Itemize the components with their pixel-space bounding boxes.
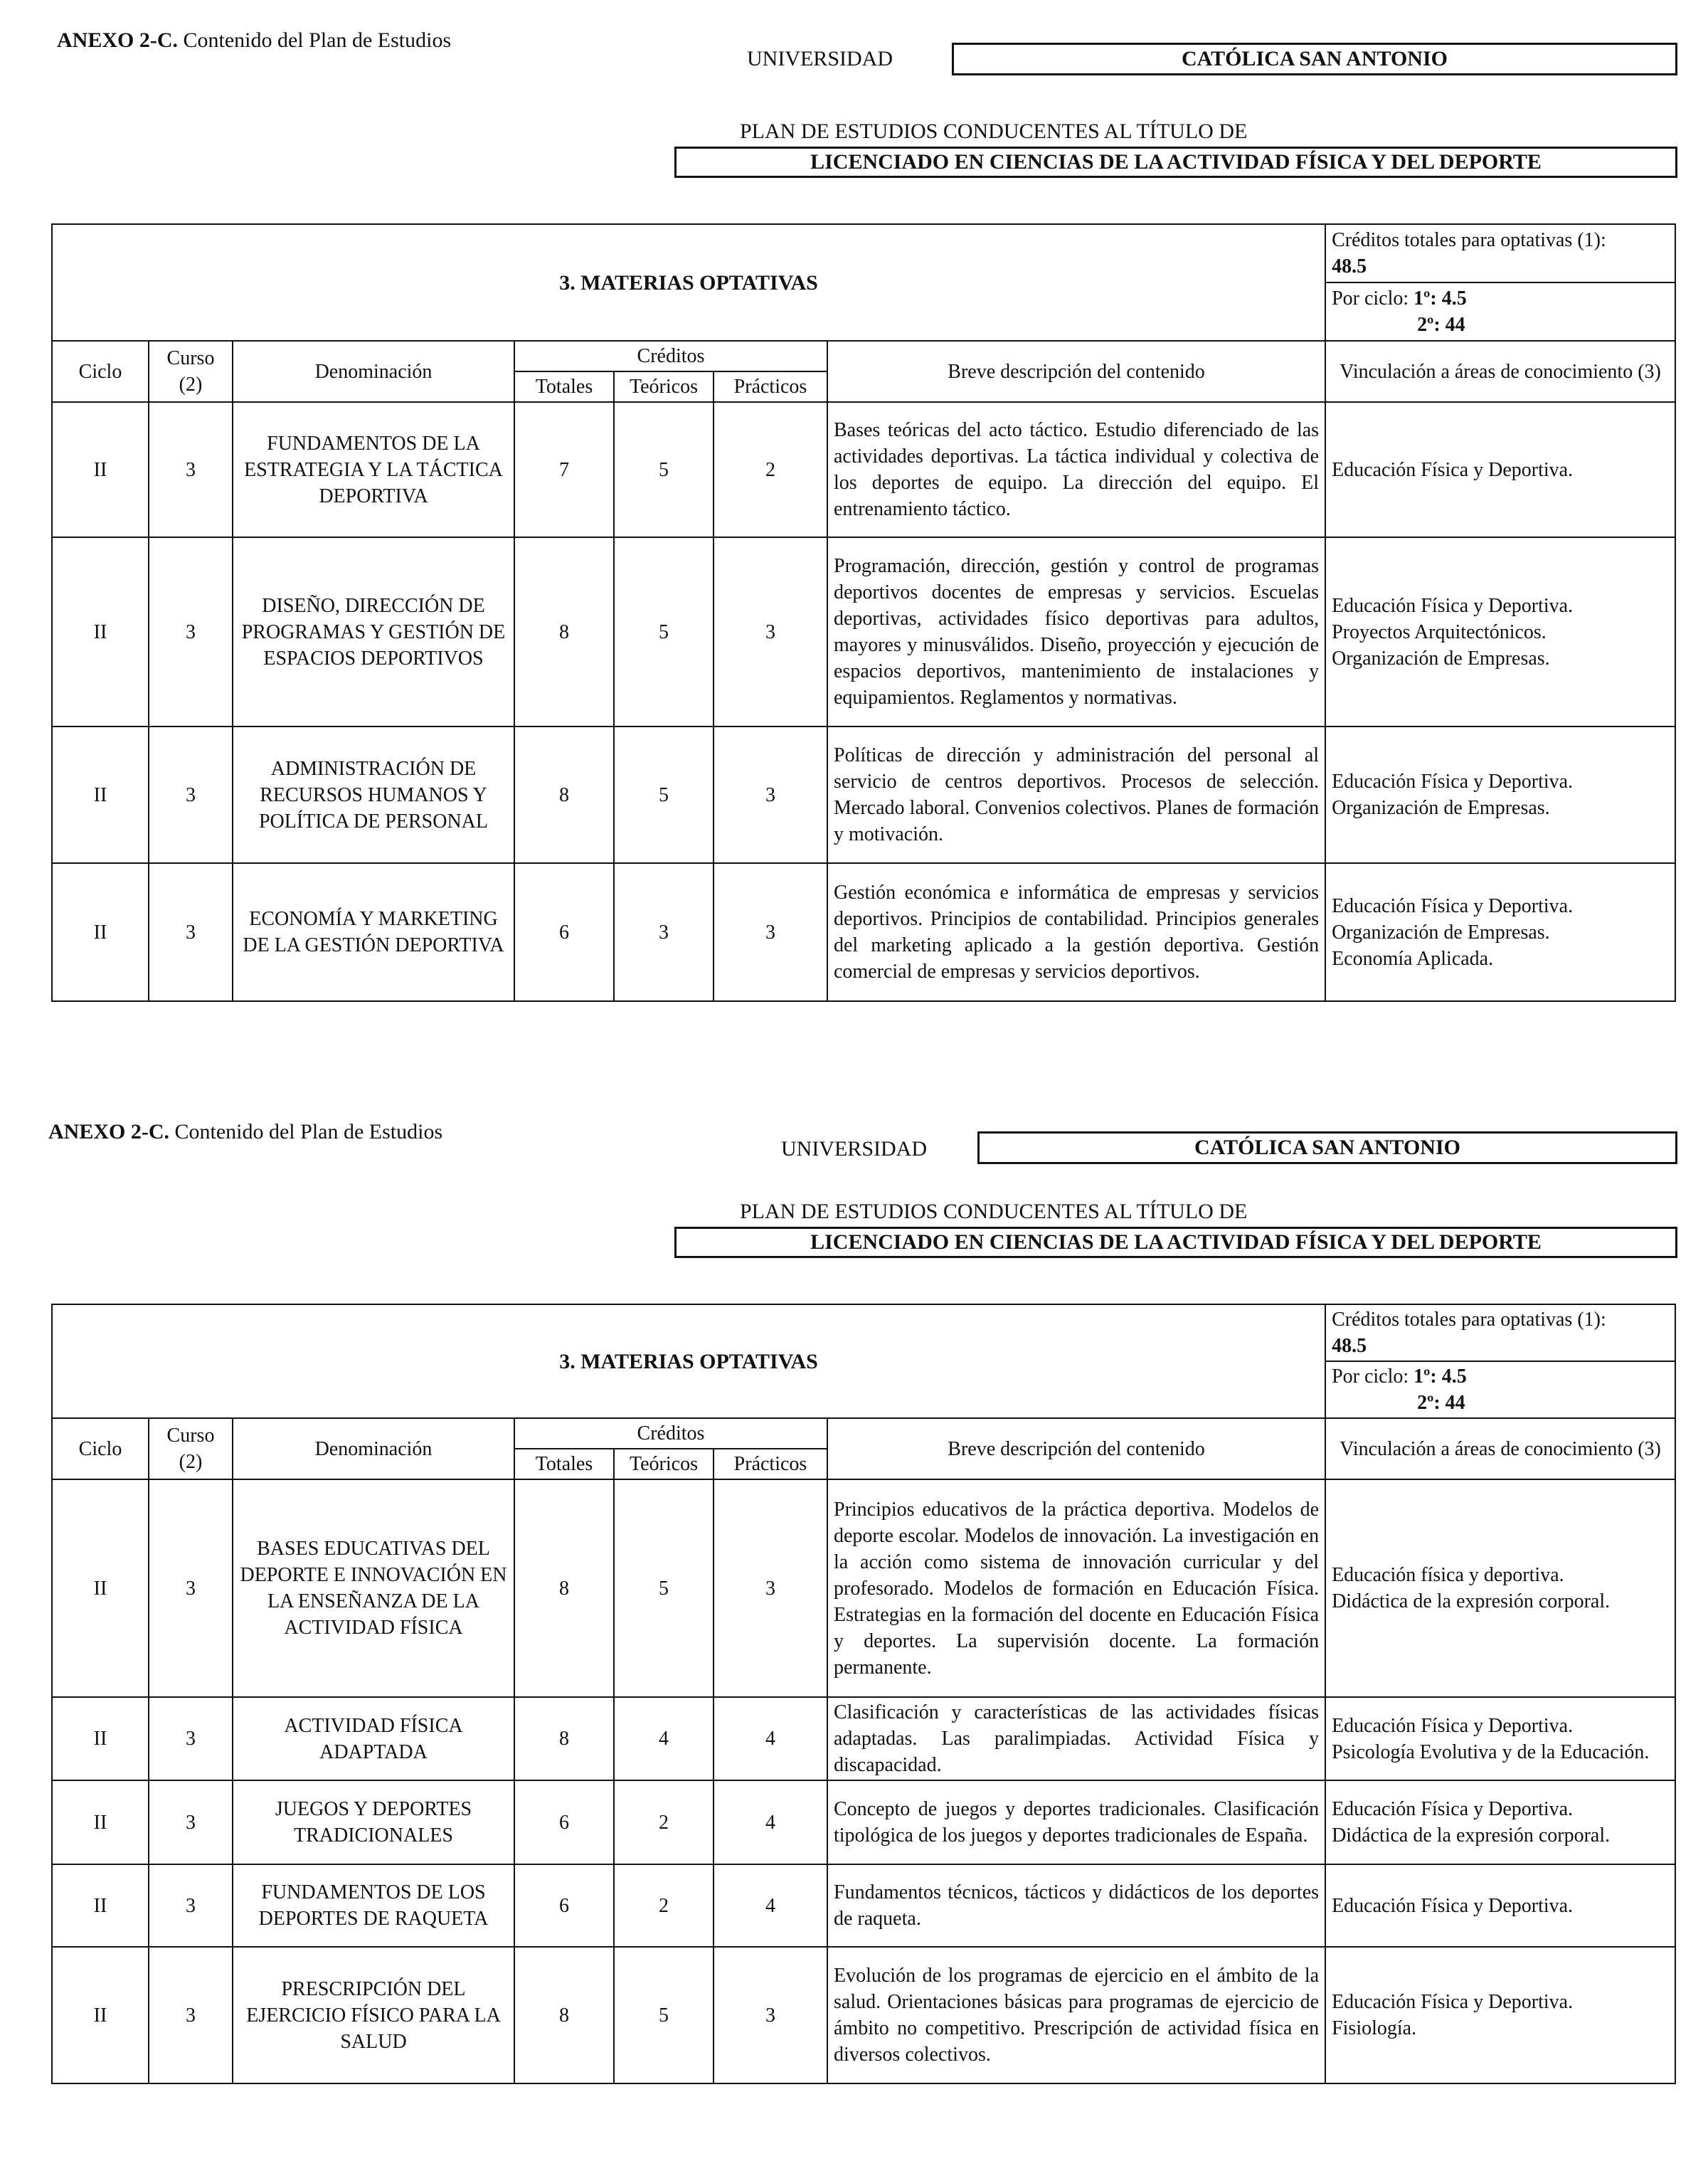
curso-cell: 3 bbox=[149, 537, 233, 727]
area-item: Organización de Empresas. bbox=[1332, 921, 1550, 944]
cycle-2-credits: 2º: 44 bbox=[1417, 1392, 1465, 1414]
per-cycle-label: Por ciclo: bbox=[1332, 287, 1414, 310]
denominacion-cell: BASES EDUCATIVAS DEL DEPORTE E INNOVACIÓN EN LA ENSEÑANZA DE LA ACTIVIDAD FÍSICA bbox=[233, 1479, 514, 1697]
area-item: Economía Aplicada. bbox=[1332, 947, 1494, 970]
area-item: Organización de Empresas. bbox=[1332, 647, 1550, 670]
ciclo-cell: II bbox=[52, 727, 149, 863]
area-item: Organización de Empresas. bbox=[1332, 797, 1550, 819]
page-sheet-2 bbox=[0, 1087, 1708, 2155]
descripcion-cell: Políticas de dirección y administración del personal al servicio de centros deportivos. Procesos de selección. Mercado laboral. Convenios colectivos. Planes de formación y motivación. bbox=[827, 727, 1325, 863]
ciclo-cell: II bbox=[52, 1947, 149, 2083]
ciclo-cell: II bbox=[52, 1780, 149, 1864]
vinculacion-cell bbox=[1325, 727, 1675, 863]
header-ciclo: Ciclo bbox=[52, 1418, 149, 1479]
header-curso: Curso (2) bbox=[149, 1418, 233, 1479]
vinculacion-cell bbox=[1325, 1697, 1675, 1780]
header-teoricos: Teóricos bbox=[614, 371, 714, 402]
denominacion-cell: FUNDAMENTOS DE LOS DEPORTES DE RAQUETA bbox=[233, 1864, 514, 1947]
optional-subjects-table bbox=[51, 223, 1676, 1002]
annex-header bbox=[57, 28, 451, 53]
descripcion-cell: Concepto de juegos y deportes tradicionales. Clasificación tipológica de los juegos y deportes tradicionales de España. bbox=[827, 1780, 1325, 1864]
practicos-cell: 4 bbox=[714, 1697, 827, 1780]
section-title: 3. MATERIAS OPTATIVAS bbox=[52, 1304, 1325, 1418]
teoricos-cell: 5 bbox=[614, 402, 714, 537]
header-curso: Curso (2) bbox=[149, 341, 233, 402]
area-item: Educación Física y Deportiva. bbox=[1332, 458, 1574, 481]
area-item: Educación Física y Deportiva. bbox=[1332, 594, 1574, 617]
area-item: Didáctica de la expresión corporal. bbox=[1332, 1590, 1611, 1612]
total-credits-label: Créditos totales para optativas (1): bbox=[1332, 229, 1606, 251]
page-sheet-1 bbox=[0, 0, 1708, 1067]
header-totales: Totales bbox=[514, 371, 614, 402]
ciclo-cell: II bbox=[52, 863, 149, 1001]
table-row bbox=[52, 1947, 1675, 2083]
area-item: Proyectos Arquitectónicos. bbox=[1332, 620, 1547, 643]
ciclo-cell: II bbox=[52, 1864, 149, 1947]
teoricos-cell: 5 bbox=[614, 727, 714, 863]
header-practicos: Prácticos bbox=[714, 371, 827, 402]
teoricos-cell: 5 bbox=[614, 1947, 714, 2083]
denominacion-cell: ECONOMÍA Y MARKETING DE LA GESTIÓN DEPORTIVA bbox=[233, 863, 514, 1001]
vinculacion-cell bbox=[1325, 863, 1675, 1001]
descripcion-cell: Fundamentos técnicos, tácticos y didácticos de los deportes de raqueta. bbox=[827, 1864, 1325, 1947]
cycle-2-credits: 2º: 44 bbox=[1417, 314, 1465, 336]
header-totales: Totales bbox=[514, 1449, 614, 1479]
total-credits-cell bbox=[1325, 224, 1675, 282]
section-title: 3. MATERIAS OPTATIVAS bbox=[52, 224, 1325, 341]
cycle-1-credits: 1º: 4.5 bbox=[1413, 1365, 1467, 1388]
area-item: Educación física y deportiva. bbox=[1332, 1564, 1564, 1586]
annex-text: Contenido del Plan de Estudios bbox=[178, 28, 452, 52]
curso-cell: 3 bbox=[149, 1479, 233, 1697]
plan-text: PLAN DE ESTUDIOS CONDUCENTES AL TÍTULO DE bbox=[740, 1200, 1248, 1223]
plan-text: PLAN DE ESTUDIOS CONDUCENTES AL TÍTULO DE bbox=[740, 120, 1248, 143]
header-ciclo: Ciclo bbox=[52, 341, 149, 402]
total-credits-cell bbox=[1325, 1304, 1675, 1361]
totales-cell: 6 bbox=[514, 863, 614, 1001]
header-descripcion: Breve descripción del contenido bbox=[827, 1418, 1325, 1479]
area-item: Fisiología. bbox=[1332, 2017, 1417, 2039]
teoricos-cell: 2 bbox=[614, 1780, 714, 1864]
header-practicos: Prácticos bbox=[714, 1449, 827, 1479]
area-item: Educación Física y Deportiva. bbox=[1332, 1894, 1574, 1917]
vinculacion-cell bbox=[1325, 1864, 1675, 1947]
degree-title: LICENCIADO EN CIENCIAS DE LA ACTIVIDAD FÍSICA Y DEL DEPORTE bbox=[674, 147, 1677, 178]
ciclo-cell: II bbox=[52, 402, 149, 537]
area-item: Psicología Evolutiva y de la Educación. bbox=[1332, 1740, 1650, 1763]
area-item: Educación Física y Deportiva. bbox=[1332, 1798, 1574, 1820]
area-item: Educación Física y Deportiva. bbox=[1332, 771, 1574, 793]
descripcion-cell: Bases teóricas del acto táctico. Estudio diferenciado de las actividades deportivas. La táctica individual y colectiva de los deportes de equipo. La dirección del equipo. El entrenamiento táctico. bbox=[827, 402, 1325, 537]
curso-cell: 3 bbox=[149, 1864, 233, 1947]
teoricos-cell: 5 bbox=[614, 1479, 714, 1697]
area-item: Educación Física y Deportiva. bbox=[1332, 1991, 1574, 2013]
annex-label: ANEXO 2-C. bbox=[57, 28, 178, 52]
vinculacion-cell bbox=[1325, 537, 1675, 727]
vinculacion-cell bbox=[1325, 1479, 1675, 1697]
totales-cell: 8 bbox=[514, 727, 614, 863]
practicos-cell: 4 bbox=[714, 1864, 827, 1947]
header-vinculacion: Vinculación a áreas de conocimiento (3) bbox=[1325, 1418, 1675, 1479]
vinculacion-cell bbox=[1325, 1947, 1675, 2083]
table-row bbox=[52, 1864, 1675, 1947]
practicos-cell: 3 bbox=[714, 863, 827, 1001]
table-row bbox=[52, 537, 1675, 727]
header-denominacion: Denominación bbox=[233, 1418, 514, 1479]
practicos-cell: 3 bbox=[714, 1947, 827, 2083]
per-cycle-cell bbox=[1325, 282, 1675, 341]
annex-header bbox=[48, 1120, 442, 1144]
totales-cell: 8 bbox=[514, 537, 614, 727]
total-credits-label: Créditos totales para optativas (1): bbox=[1332, 1309, 1606, 1331]
practicos-cell: 2 bbox=[714, 402, 827, 537]
table-row bbox=[52, 1780, 1675, 1864]
denominacion-cell: ADMINISTRACIÓN DE RECURSOS HUMANOS Y POLÍTICA DE PERSONAL bbox=[233, 727, 514, 863]
practicos-cell: 4 bbox=[714, 1780, 827, 1864]
table-row bbox=[52, 402, 1675, 537]
university-label: UNIVERSIDAD bbox=[747, 47, 893, 70]
table-row bbox=[52, 863, 1675, 1001]
curso-cell: 3 bbox=[149, 1947, 233, 2083]
ciclo-cell: II bbox=[52, 1697, 149, 1780]
denominacion-cell: DISEÑO, DIRECCIÓN DE PROGRAMAS Y GESTIÓN DE ESPACIOS DEPORTIVOS bbox=[233, 537, 514, 727]
header-creditos: Créditos bbox=[514, 341, 827, 371]
header-teoricos: Teóricos bbox=[614, 1449, 714, 1479]
curso-cell: 3 bbox=[149, 863, 233, 1001]
area-item: Educación Física y Deportiva. bbox=[1332, 1714, 1574, 1737]
table-row bbox=[52, 1697, 1675, 1780]
total-credits-value: 48.5 bbox=[1332, 1335, 1367, 1357]
totales-cell: 7 bbox=[514, 402, 614, 537]
descripcion-cell: Gestión económica e informática de empresas y servicios deportivos. Principios de contabilidad. Principios generales del marketing aplicado a la gestión deportiva. Gestión comercial de empresas y servicios deportivos. bbox=[827, 863, 1325, 1001]
descripcion-cell: Evolución de los programas de ejercicio en el ámbito de la salud. Orientaciones básicas para programas de ejercicio de ámbito no competitivo. Prescripción de actividad física en diversos colectivos. bbox=[827, 1947, 1325, 2083]
denominacion-cell: PRESCRIPCIÓN DEL EJERCICIO FÍSICO PARA LA SALUD bbox=[233, 1947, 514, 2083]
curso-cell: 3 bbox=[149, 1780, 233, 1864]
teoricos-cell: 2 bbox=[614, 1864, 714, 1947]
vinculacion-cell bbox=[1325, 1780, 1675, 1864]
curso-cell: 3 bbox=[149, 1697, 233, 1780]
denominacion-cell: ACTIVIDAD FÍSICA ADAPTADA bbox=[233, 1697, 514, 1780]
denominacion-cell: JUEGOS Y DEPORTES TRADICIONALES bbox=[233, 1780, 514, 1864]
table-row bbox=[52, 1479, 1675, 1697]
university-label: UNIVERSIDAD bbox=[781, 1137, 927, 1161]
optional-subjects-table bbox=[51, 1304, 1676, 2084]
practicos-cell: 3 bbox=[714, 727, 827, 863]
table-row bbox=[52, 727, 1675, 863]
area-item: Didáctica de la expresión corporal. bbox=[1332, 1824, 1611, 1847]
header-denominacion: Denominación bbox=[233, 341, 514, 402]
area-item: Educación Física y Deportiva. bbox=[1332, 894, 1574, 917]
totales-cell: 8 bbox=[514, 1697, 614, 1780]
per-cycle-cell bbox=[1325, 1361, 1675, 1418]
header-creditos: Créditos bbox=[514, 1418, 827, 1449]
totales-cell: 8 bbox=[514, 1479, 614, 1697]
descripcion-cell: Principios educativos de la práctica deportiva. Modelos de deporte escolar. Modelos de innovación. La investigación en la acción como sistema de innovación curricular y del profesorado. Modelos de formación en Educación Física. Estrategias en la formación del docente en Educación Física y deportes. La supervisión docente. La formación permanente. bbox=[827, 1479, 1325, 1697]
totales-cell: 8 bbox=[514, 1947, 614, 2083]
per-cycle-label: Por ciclo: bbox=[1332, 1365, 1414, 1388]
university-name: CATÓLICA SAN ANTONIO bbox=[952, 43, 1677, 75]
descripcion-cell: Programación, dirección, gestión y control de programas deportivos docentes de empresas y servicios. Escuelas deportivas, actividades físico deportivas para adultos, mayores y minusválidos. Diseño, proyección y ejecución de espacios deportivos, mantenimiento de instalaciones y equipamientos. Reglamentos y normativas. bbox=[827, 537, 1325, 727]
header-descripcion: Breve descripción del contenido bbox=[827, 341, 1325, 402]
teoricos-cell: 4 bbox=[614, 1697, 714, 1780]
totales-cell: 6 bbox=[514, 1780, 614, 1864]
ciclo-cell: II bbox=[52, 537, 149, 727]
descripcion-cell: Clasificación y características de las actividades físicas adaptadas. Las paralimpiadas. Actividad Física y discapacidad. bbox=[827, 1697, 1325, 1780]
annex-text: Contenido del Plan de Estudios bbox=[169, 1120, 443, 1143]
total-credits-value: 48.5 bbox=[1332, 255, 1367, 278]
teoricos-cell: 3 bbox=[614, 863, 714, 1001]
header-vinculacion: Vinculación a áreas de conocimiento (3) bbox=[1325, 341, 1675, 402]
annex-label: ANEXO 2-C. bbox=[48, 1120, 169, 1143]
curso-cell: 3 bbox=[149, 402, 233, 537]
ciclo-cell: II bbox=[52, 1479, 149, 1697]
teoricos-cell: 5 bbox=[614, 537, 714, 727]
cycle-1-credits: 1º: 4.5 bbox=[1413, 287, 1467, 310]
degree-title: LICENCIADO EN CIENCIAS DE LA ACTIVIDAD FÍSICA Y DEL DEPORTE bbox=[674, 1227, 1677, 1258]
practicos-cell: 3 bbox=[714, 537, 827, 727]
denominacion-cell: FUNDAMENTOS DE LA ESTRATEGIA Y LA TÁCTICA DEPORTIVA bbox=[233, 402, 514, 537]
totales-cell: 6 bbox=[514, 1864, 614, 1947]
curso-cell: 3 bbox=[149, 727, 233, 863]
practicos-cell: 3 bbox=[714, 1479, 827, 1697]
university-name: CATÓLICA SAN ANTONIO bbox=[977, 1131, 1677, 1164]
vinculacion-cell bbox=[1325, 402, 1675, 537]
